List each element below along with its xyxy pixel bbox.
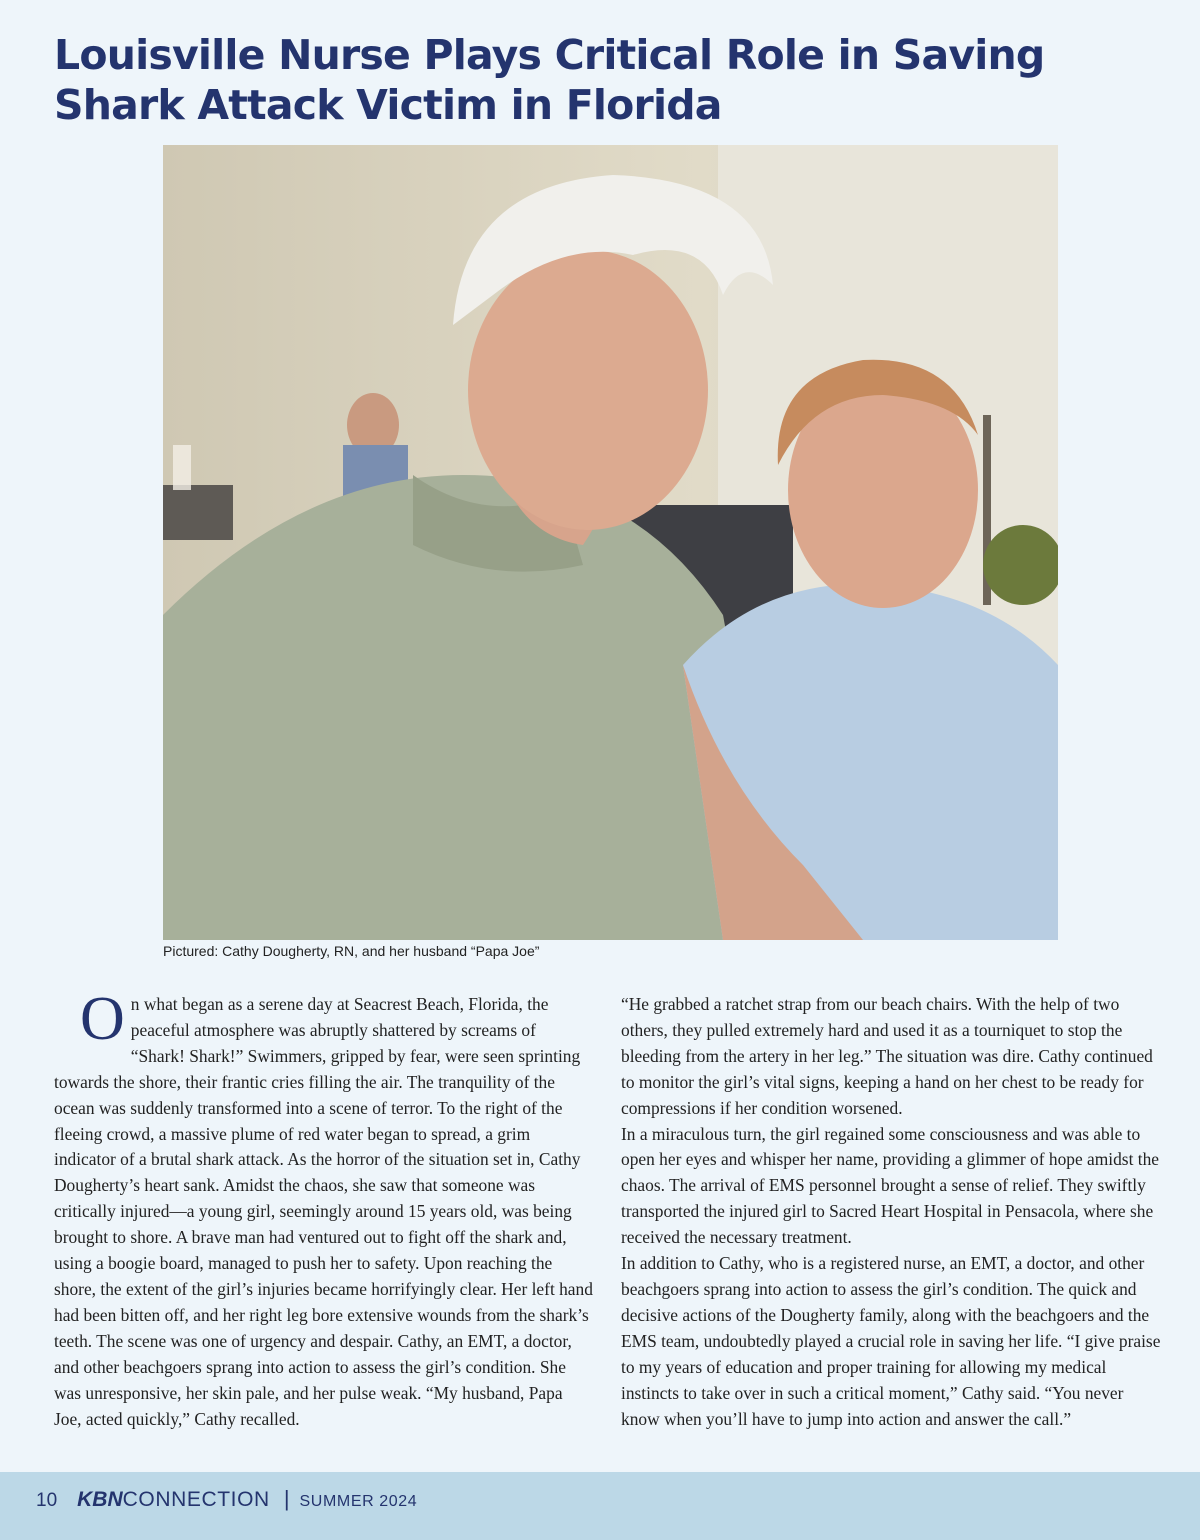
footer-separator: | <box>283 1486 290 1511</box>
issue-label: SUMMER 2024 <box>299 1493 418 1510</box>
article-photo <box>163 145 1058 940</box>
headline-line-2: Shark Attack Victim in Florida <box>54 81 722 129</box>
article-paragraph: In a miraculous turn, the girl regained some consciousness and was able to open her eyes and whisper her name, providing a glimmer of hope amidst the chaos. The arrival of EMS personnel brought a sense of relief. They swiftly transported the injured girl to Sacred Heart Hospital in Pensacola, where she received the necessary treatment. <box>621 1123 1159 1248</box>
article-paragraph: In addition to Cathy, who is a registered nurse, an EMT, a doctor, and other beachgoers sprang into action to assess the girl’s condition. The quick and decisive actions of the Dougherty family, along with the beachgoers and the EMS team, undoubtedly played a crucial role in saving her life. “I give praise to my years of education and proper training for allowing my medical instincts to take over in such a critical moment,” Cathy said. “You never know when you’ll have to jump into action and answer the call.” <box>621 1253 1161 1429</box>
brand-name-rest: CONNECTION <box>122 1488 270 1511</box>
article-paragraph: “He grabbed a ratchet strap from our beach chairs. With the help of two others, they pulled extremely hard and used it as a tourniquet to stop the bleeding from the artery in her leg.” The situation was dire. Cathy continued to monitor the girl’s vital signs, keeping a hand on her chest to be ready for compressions if her condition worsened. <box>621 994 1153 1118</box>
article-column-right <box>621 992 1166 1432</box>
left-body-text: n what began as a serene day at Seacrest Beach, Florida, the peaceful atmosphere was abruptly shattered by screams of “Shark! Shark!” Swimmers, gripped by fear, were seen sprinting towards the shore, their frantic cries filling the air. The tranquility of the ocean was suddenly transformed into a scene of terror. To the right of the fleeing crowd, a massive plume of red water began to spread, a grim indicator of a brutal shark attack. As the horror of the situation set in, Cathy Dougherty’s heart sank. Amidst the chaos, she saw that someone was critically injured—a young girl, seemingly around 15 years old, was being brought to shore. A brave man had ventured out to fight off the shark and, using a boogie board, managed to push her to safety. Upon reaching the shore, the extent of the girl’s injuries became horrifyingly clear. Her left hand had been bitten off, and her right leg bore extensive wounds from the shark’s teeth. The scene was one of urgency and despair. Cathy, an EMT, a doctor, and other beachgoers sprang into action to assess the girl’s condition. She was unresponsive, her skin pale, and her pulse weak. “My husband, Papa Joe, acted quickly,” Cathy recalled. <box>54 994 593 1429</box>
article-paragraph <box>54 985 594 1432</box>
brand-name-bold: KBN <box>77 1488 123 1511</box>
article-column-left <box>54 985 594 1432</box>
headline-line-1: Louisville Nurse Plays Critical Role in Saving <box>54 31 1045 79</box>
article-headline <box>54 30 1154 130</box>
page-number: 10 <box>36 1490 58 1511</box>
photo-illustration <box>163 145 1058 940</box>
photo-caption: Pictured: Cathy Dougherty, RN, and her husband “Papa Joe” <box>163 943 540 959</box>
page-footer <box>0 1472 1200 1540</box>
drop-cap: O <box>80 985 125 1053</box>
